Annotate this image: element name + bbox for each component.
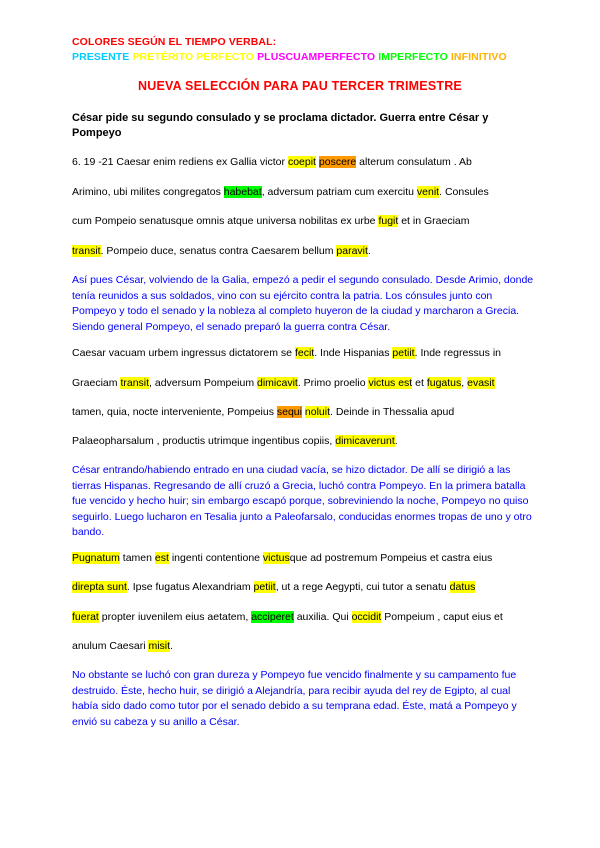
highlighted-verb: evasit xyxy=(467,377,495,389)
verb-tense-color-legend xyxy=(72,51,507,63)
latin-line xyxy=(72,581,475,593)
latin-text: ingenti contentione xyxy=(168,552,263,564)
spanish-translation-3: No obstante se luchó con gran dureza y Pompeyo fue vencido finalmente y su campamento fue destruido. Éste, hecho huir, se dirigió a Alejandría, para recibir ayuda del rey de Egipto, al cual había sido dado como tutor por el senado debido a su temprana edad. Éste, matá a Pompeyo y envió su cabeza y su anillo a César. xyxy=(72,669,517,728)
latin-text: . Inde Hispanias xyxy=(314,347,393,359)
latin-text: , adversum patriam cum exercitu xyxy=(261,186,417,198)
latin-text: anulum Caesari xyxy=(72,640,149,652)
latin-line xyxy=(72,186,489,198)
latin-text: . xyxy=(394,435,398,447)
latin-text: que ad postremum Pompeius et castra eius xyxy=(289,552,493,564)
legend-item: IMPERFECTO xyxy=(378,51,448,63)
latin-text: . Inde regressus in xyxy=(414,347,501,359)
highlighted-verb: fecit xyxy=(294,347,315,359)
latin-line xyxy=(72,215,470,227)
latin-text: , xyxy=(461,377,468,389)
latin-text: . Deinde in Thessalia apud xyxy=(330,406,455,418)
highlighted-verb: est xyxy=(154,552,169,564)
highlighted-verb: noluit xyxy=(304,406,331,418)
latin-line xyxy=(72,552,492,564)
latin-line xyxy=(72,377,495,389)
highlighted-verb: datus xyxy=(449,581,476,593)
latin-text: . Primo proelio xyxy=(297,377,369,389)
legend-item: PRETÉRITO PERFECTO xyxy=(132,51,255,63)
spanish-translation-1: Así pues César, volviendo de la Galia, empezó a pedir el segundo consulado. Desde Arimio, donde tenía reunidos a sus soldados, vino con su ejército contra la patria. Los cónsules junto con Pompeyo y todo el senado y la nobleza al completo huyeron de la ciudad y marcharon a Grecia. Siendo general Pompeyo, el senado preparó la guerra contra César. xyxy=(72,274,534,333)
latin-text: cum Pompeio senatusque omnis atque universa nobilitas ex urbe xyxy=(72,215,379,227)
highlighted-verb: dimicaverunt xyxy=(335,435,395,447)
latin-line xyxy=(72,245,371,257)
latin-text: alterum consulatum . Ab xyxy=(356,156,472,168)
highlighted-verb: sequi xyxy=(276,406,302,418)
legend-title: COLORES SEGÚN EL TIEMPO VERBAL: xyxy=(72,36,277,48)
latin-text: Caesar vacuam urbem ingressus dictatorem se xyxy=(72,347,295,359)
highlighted-verb: transit xyxy=(120,377,150,389)
highlighted-verb: victus xyxy=(262,552,290,564)
latin-text: 6. 19 -21 Caesar enim rediens ex Gallia victor xyxy=(72,156,288,168)
highlighted-verb: petiit xyxy=(253,581,276,593)
legend-item: PRESENTE xyxy=(72,51,130,63)
latin-text: Graeciam xyxy=(72,377,121,389)
highlighted-verb: transit xyxy=(72,245,101,257)
highlighted-verb: direpta sunt xyxy=(72,581,127,593)
latin-text: Pompeium , caput eius et xyxy=(381,611,503,623)
highlighted-verb: Pugnatum xyxy=(72,552,120,564)
latin-line xyxy=(72,347,501,359)
highlighted-verb: poscere xyxy=(318,156,357,168)
spanish-translation-2: César entrando/habiendo entrado en una ciudad vacía, se hizo dictador. De allí se dirigió a las tierras Hispanas. Regresando de allí cruzó a Grecia, luchó contra Pompeyo. En la primera batalla fue vencido y hecho huir; sin embargo escapó porque, sobreviniendo la noche, Pompeyo no quiso seguirlo. Luego lucharon en Tesalia junto a Paleofarsalo, conducidas enormes tropas de uno y otro bando. xyxy=(72,464,532,538)
latin-text: et xyxy=(412,377,427,389)
highlighted-verb: habebat xyxy=(223,186,262,198)
latin-text: . Ipse fugatus Alexandriam xyxy=(126,581,254,593)
latin-text: . xyxy=(367,245,371,257)
latin-line xyxy=(72,435,398,447)
highlighted-verb: victus est xyxy=(368,377,413,389)
highlighted-verb: fugatus xyxy=(426,377,462,389)
highlighted-verb: fugit xyxy=(378,215,399,227)
latin-text: , adversum Pompeium xyxy=(149,377,257,389)
latin-text: , ut a rege Aegypti, cui tutor a senatu xyxy=(275,581,450,593)
latin-line xyxy=(72,611,503,623)
latin-text: . xyxy=(170,640,173,652)
legend-item: INFINITIVO xyxy=(450,51,507,63)
latin-text: auxilia. Qui xyxy=(293,611,352,623)
latin-text: et in Graeciam xyxy=(398,215,470,227)
latin-text: . Consules xyxy=(439,186,489,198)
document-heading: NUEVA SELECCIÓN PARA PAU TERCER TRIMESTRE xyxy=(138,79,462,93)
latin-line xyxy=(72,640,173,652)
highlighted-verb: paravit xyxy=(336,245,368,257)
latin-text: Palaeopharsalum , productis utrimque ingentibus copiis, xyxy=(72,435,336,447)
highlighted-verb: petiit xyxy=(392,347,415,359)
latin-text: Arimino, ubi milites congregatos xyxy=(72,186,224,198)
legend-item: PLUSCUAMPERFECTO xyxy=(257,51,376,63)
latin-line xyxy=(72,156,472,168)
latin-text: tamen, quia, nocte interveniente, Pompeius xyxy=(72,406,277,418)
highlighted-verb: dimicavit xyxy=(257,377,298,389)
highlighted-verb: acciperet xyxy=(251,611,294,623)
latin-text: tamen xyxy=(119,552,155,564)
latin-text: . Pompeio duce, senatus contra Caesarem bellum xyxy=(100,245,337,257)
highlighted-verb: venit xyxy=(416,186,440,198)
highlighted-verb: occidit xyxy=(351,611,382,623)
highlighted-verb: misit xyxy=(148,640,171,652)
latin-text: propter iuvenilem eius aetatem, xyxy=(98,611,252,623)
latin-line xyxy=(72,406,454,418)
highlighted-verb: fuerat xyxy=(72,611,99,623)
section-title: César pide su segundo consulado y se proclama dictador. Guerra entre César y Pompeyo xyxy=(72,112,489,139)
highlighted-verb: coepit xyxy=(287,156,316,168)
